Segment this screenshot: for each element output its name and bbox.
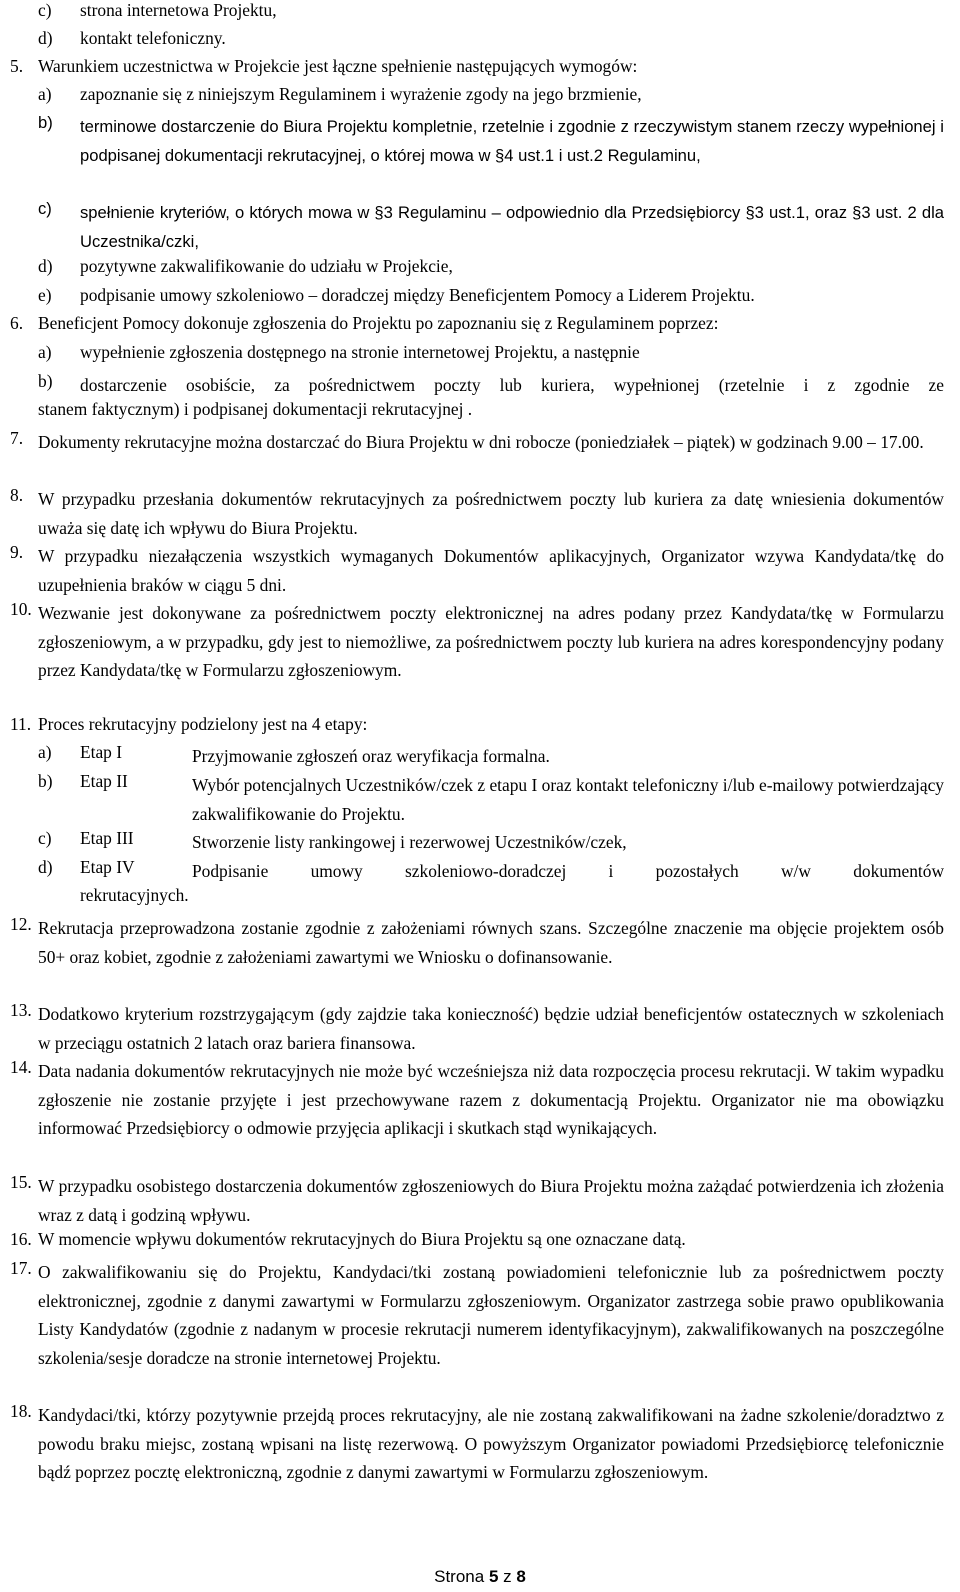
item-label: c) [38, 0, 52, 20]
section-number: 10. [10, 599, 32, 619]
item-label: d) [38, 28, 53, 48]
section-text: Beneficjent Pomocy dokonuje zgłoszenia do Projektu po zapoznaniu się z Regulaminem poprzez: [38, 313, 719, 333]
section-text: Dodatkowo kryterium rozstrzygającym (gdy zajdzie taka konieczność) będzie udział beneficjentów ostatecznych w szkoleniach w przeciągu ostatnich 2 latach oraz bariera finansowa. [38, 1004, 944, 1053]
item-label: d) [38, 256, 53, 276]
section-text: Wezwanie jest dokonywane za pośrednictwem poczty elektronicznej na adres podany przez Kandydata/tkę w Formularzu zgłoszeniowym, a w przypadku, gdy jest to niemożliwe, za pośrednictwem poczty lub kuriera na adres korespondencyjny podany przez Kandydata/tkę w Formularzu zgłoszeniowym. [38, 603, 944, 681]
item-label: e) [38, 285, 52, 305]
stage-name: Etap III [80, 828, 134, 848]
section-text: Data nadania dokumentów rekrutacyjnych nie może być wcześniejsza niż data rozpoczęcia procesu rekrutacji. W takim wypadku zgłoszenie nie zostanie przyjęte i jest przechowywane razem z dokumentacją Projektu. Organizator nie ma obowiązku informować Przedsiębiorcy o odmowie przyjęcia aplikacji i skutkach stąd wynikających. [38, 1061, 944, 1139]
stage-description: Wybór potencjalnych Uczestników/czek z etapu I oraz kontakt telefoniczny i/lub e-mailowy potwierdzający zakwalifikowanie do Projektu. [192, 775, 944, 824]
page-footer [0, 1567, 960, 1587]
item-text: spełnienie kryteriów, o których mowa w §3 Regulaminu – odpowiednio dla Przedsiębiorcy §3 ust.1, oraz §3 ust. 2 dla Uczestnika/czki, [80, 203, 944, 251]
item-text: podpisanie umowy szkoleniowo – doradczej między Beneficjentem Pomocy a Liderem Projektu. [80, 285, 755, 305]
item-label: b) [38, 371, 53, 391]
section-text: Kandydaci/tki, którzy pozytywnie przejdą proces rekrutacyjny, ale nie zostaną zakwalifikowani na żadne szkolenie/doradztwo z powodu braku miejsc, zostaną wpisani na listę rezerwową. O powyższym Organizator powiadomi Przedsiębiorcę telefonicznie bądź poprzez pocztę elektroniczną, zgodnie z danymi zawartymi w Formularzu zgłoszeniowym. [38, 1405, 944, 1483]
item-text: terminowe dostarczenie do Biura Projektu kompletnie, rzetelnie i zgodnie z rzeczywistym stanem rzeczy wypełnionej i podpisanej dokumentacji rekrutacyjnej, o której mowa w §4 ust.1 i ust.2 Regulaminu, [80, 117, 944, 165]
section-text: Proces rekrutacyjny podzielony jest na 4 etapy: [38, 714, 368, 734]
stage-name: Etap IV [80, 857, 135, 877]
item-label: a) [38, 342, 52, 362]
item-text: kontakt telefoniczny. [80, 28, 226, 48]
footer-prefix: Strona [434, 1567, 485, 1586]
item-label: b) [38, 113, 53, 132]
section-number: 11. [10, 714, 32, 734]
item-label: a) [38, 84, 52, 104]
section-number: 13. [10, 1000, 32, 1020]
stage-name: Etap II [80, 771, 128, 791]
item-text: zapoznanie się z niniejszym Regulaminem i wyrażenie zgody na jego brzmienie, [80, 84, 642, 104]
section-number: 7. [10, 428, 24, 448]
section-text: W momencie wpływu dokumentów rekrutacyjnych do Biura Projektu są one oznaczane datą. [38, 1229, 686, 1249]
item-label: b) [38, 771, 53, 791]
item-text: strona internetowa Projektu, [80, 0, 277, 20]
footer-of: z [503, 1567, 512, 1586]
item-label: a) [38, 742, 52, 762]
section-text: W przypadku osobistego dostarczenia dokumentów zgłoszeniowych do Biura Projektu można zażądać potwierdzenia ich złożenia wraz z datą i godziną wpływu. [38, 1176, 944, 1225]
section-text: Dokumenty rekrutacyjne można dostarczać do Biura Projektu w dni robocze (poniedziałek – piątek) w godzinach 9.00 – 17.00. [38, 432, 924, 452]
footer-page-number: 5 [488, 1567, 499, 1586]
footer-total-pages: 8 [516, 1567, 526, 1586]
section-number: 14. [10, 1057, 32, 1077]
section-number: 18. [10, 1401, 32, 1421]
section-number: 6. [10, 313, 24, 333]
section-text: Warunkiem uczestnictwa w Projekcie jest łączne spełnienie następujących wymogów: [38, 56, 638, 76]
section-number: 9. [10, 542, 24, 562]
section-number: 5. [10, 56, 24, 76]
section-text: W przypadku przesłania dokumentów rekrutacyjnych za pośrednictwem poczty lub kuriera za datę wniesienia dokumentów uważa się datę ich wpływu do Biura Projektu. [38, 489, 944, 538]
item-text: dostarczenie osobiście, za pośrednictwem poczty lub kuriera, wypełnionej (rzetelnie i z zgodnie ze [80, 375, 944, 395]
stage-description: rekrutacyjnych. [80, 885, 189, 905]
item-label: c) [38, 828, 52, 848]
stage-description: Przyjmowanie zgłoszeń oraz weryfikacja formalna. [192, 746, 550, 766]
stage-description: Podpisanie umowy szkoleniowo-doradczej i pozostałych w/w dokumentów [192, 861, 944, 881]
section-number: 17. [10, 1258, 32, 1278]
section-number: 8. [10, 485, 24, 505]
stage-description: Stworzenie listy rankingowej i rezerwowej Uczestników/czek, [192, 832, 627, 852]
item-text: stanem faktycznym) i podpisanej dokumentacji rekrutacyjnej . [38, 399, 473, 419]
section-text: O zakwalifikowaniu się do Projektu, Kandydaci/tki zostaną powiadomieni telefonicznie lub za pośrednictwem poczty elektronicznej, zgodnie z danymi zawartymi w Formularzu zgłoszeniowym. Organizator zastrzega sobie prawo opublikowania Listy Kandydatów (zgodnie z nadanym w procesie rekrutacji numerem identyfikacyjnym), zakwalifikowanych na poszczególne szkolenia/sesje doradcze na stronie internetowej Projektu. [38, 1262, 944, 1369]
section-number: 12. [10, 914, 32, 934]
section-text: W przypadku niezałączenia wszystkich wymaganych Dokumentów aplikacyjnych, Organizator wzywa Kandydata/tkę do uzupełnienia braków w ciągu 5 dni. [38, 546, 944, 595]
section-text: Rekrutacja przeprowadzona zostanie zgodnie z założeniami równych szans. Szczególne znaczenie ma objęcie projektem osób 50+ oraz kobiet, zgodnie z założeniami zawartymi we Wniosku o dofinansowanie. [38, 918, 944, 967]
item-label: c) [38, 199, 52, 218]
section-number: 15. [10, 1172, 32, 1192]
stage-name: Etap I [80, 742, 123, 762]
item-text: wypełnienie zgłoszenia dostępnego na stronie internetowej Projektu, a następnie [80, 342, 640, 362]
section-number: 16. [10, 1229, 32, 1249]
item-text: pozytywne zakwalifikowanie do udziału w Projekcie, [80, 256, 453, 276]
item-label: d) [38, 857, 53, 877]
